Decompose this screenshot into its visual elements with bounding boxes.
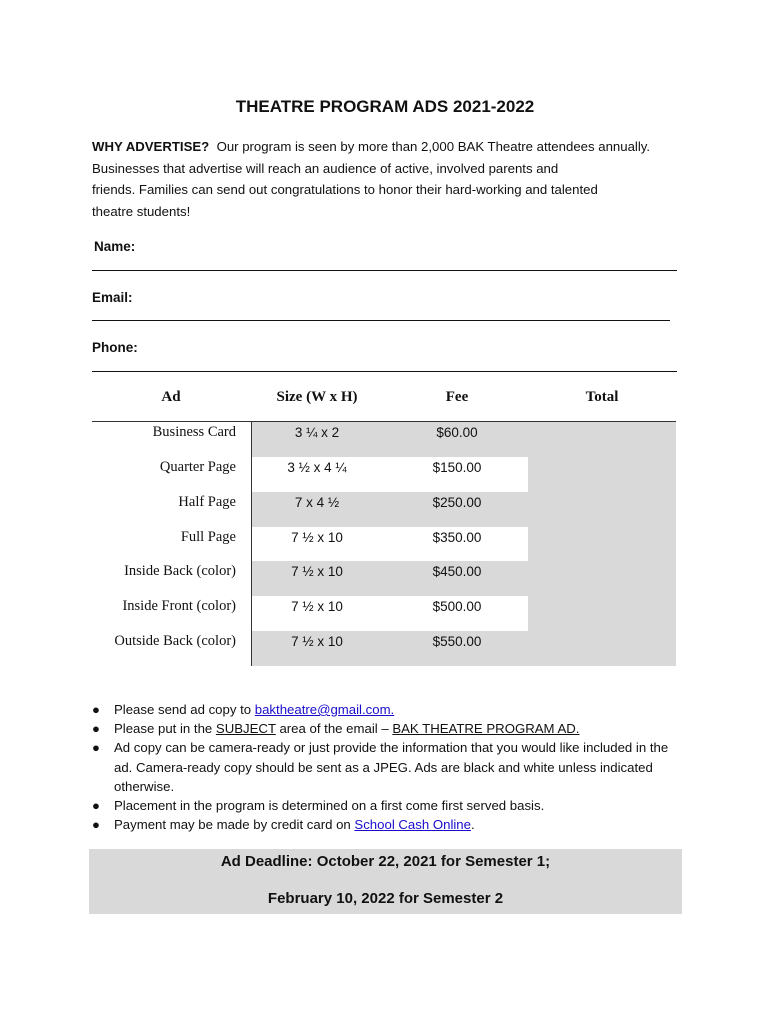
instructions-list xyxy=(92,700,682,834)
email-field[interactable] xyxy=(92,320,670,321)
ad-fee: $250.00 xyxy=(432,495,482,510)
ad-name: Outside Back (color) xyxy=(114,633,236,649)
email-link[interactable]: baktheatre@gmail.com. xyxy=(254,702,395,717)
ad-size: 7 ½ x 10 xyxy=(291,599,343,614)
ad-fee: $150.00 xyxy=(432,460,482,475)
ad-fee: $60.00 xyxy=(436,425,478,440)
ad-name: Business Card xyxy=(152,424,236,440)
bullet-text: Placement in the program is determined on a first come first served basis. xyxy=(114,798,545,814)
intro-line-4: theatre students! xyxy=(92,203,191,219)
ad-name: Inside Front (color) xyxy=(122,598,236,614)
ad-name: Inside Back (color) xyxy=(124,563,236,579)
bullet-text: Ad copy can be camera-ready or just provide the information that you would like included in the ad. Camera-ready copy should be sent as a JPEG. Ads are black and white unless indicated otherwise. xyxy=(114,740,669,794)
ad-name: Half Page xyxy=(178,494,236,510)
header-total: Total xyxy=(585,389,619,405)
deadline-banner xyxy=(89,849,682,914)
name-field[interactable] xyxy=(92,270,677,271)
bullet-text: Please put in the xyxy=(114,721,216,737)
page-title: THEATRE PROGRAM ADS 2021-2022 xyxy=(235,97,535,116)
ad-fee: $350.00 xyxy=(432,530,482,545)
phone-label: Phone: xyxy=(92,340,138,355)
ad-size: 3 ½ x 4 ¼ xyxy=(287,460,347,475)
header-fee: Fee xyxy=(445,389,469,405)
total-cell[interactable] xyxy=(528,596,676,631)
bullet-text: Payment may be made by credit card on xyxy=(114,817,355,833)
ad-fee: $450.00 xyxy=(432,564,482,579)
subject-word: SUBJECT xyxy=(215,721,276,737)
total-cell[interactable] xyxy=(528,457,676,492)
ad-size: 3 ¼ x 2 xyxy=(294,425,340,440)
total-cell[interactable] xyxy=(528,527,676,562)
bullet-text: area of the email – xyxy=(275,721,393,737)
intro-text-1: Our program is seen by more than 2,000 BAK Theatre attendees annually. xyxy=(216,139,651,154)
list-item: ● Payment may be made by credit card on School Cash Online. xyxy=(92,817,475,833)
subject-text: BAK THEATRE PROGRAM AD. xyxy=(392,721,580,737)
bullet-end: . xyxy=(470,817,475,833)
bullet-text: Please send ad copy to xyxy=(114,702,255,717)
deadline-line-2: February 10, 2022 for Semester 2 xyxy=(267,890,504,907)
name-label: Name: xyxy=(94,239,136,254)
intro-line-2: Businesses that advertise will reach an audience of active, involved parents and xyxy=(92,160,559,176)
email-label: Email: xyxy=(92,290,133,305)
intro-lead: WHY ADVERTISE? xyxy=(92,139,210,154)
ad-size: 7 x 4 ½ xyxy=(294,495,340,510)
ad-fee: $550.00 xyxy=(432,634,482,649)
ad-size: 7 ½ x 10 xyxy=(291,564,343,579)
ad-size: 7 ½ x 10 xyxy=(291,530,343,545)
intro-paragraph xyxy=(92,136,692,222)
list-item: ● Please send ad copy to baktheatre@gmail.com. xyxy=(92,702,395,717)
ad-name: Quarter Page xyxy=(159,459,236,475)
ad-fee: $500.00 xyxy=(432,599,482,614)
deadline-line-1: Ad Deadline: October 22, 2021 for Semester 1; xyxy=(220,853,551,870)
table-divider xyxy=(251,421,252,666)
header-ad: Ad xyxy=(161,389,181,405)
list-item: ● Placement in the program is determined on a first come first served basis. xyxy=(92,798,545,814)
list-item: ● Ad copy can be camera-ready or just provide the information that you would like included in the ad. Camera-ready copy should be sent as a JPEG. Ads are black and white unless indicated otherwise. xyxy=(92,740,669,794)
header-size: Size (W x H) xyxy=(276,389,358,405)
phone-field[interactable] xyxy=(92,371,677,372)
ad-size: 7 ½ x 10 xyxy=(291,634,343,649)
list-item: ● Please put in the SUBJECT area of the email – BAK THEATRE PROGRAM AD. xyxy=(92,721,580,737)
intro-line-3: friends. Families can send out congratulations to honor their hard-working and talented xyxy=(92,182,598,197)
ad-name: Full Page xyxy=(180,529,236,545)
intro-line-1 xyxy=(92,136,692,158)
school-cash-link[interactable]: School Cash Online xyxy=(354,817,471,833)
